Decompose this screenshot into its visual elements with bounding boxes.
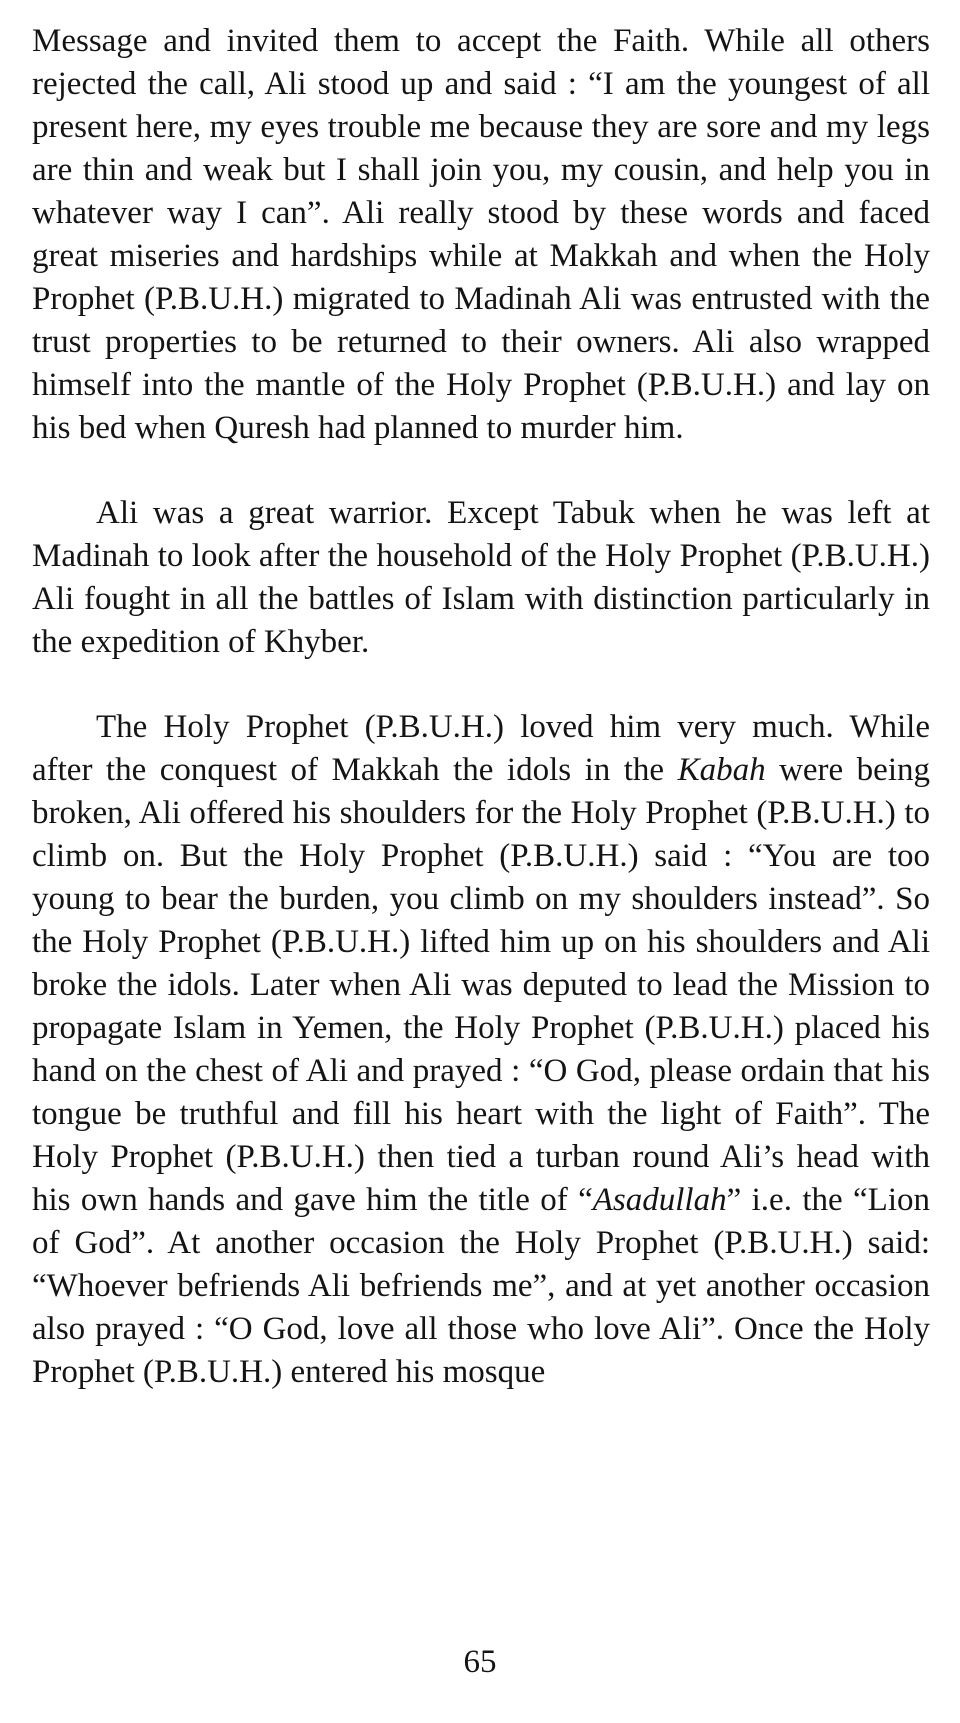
- italic-term: Asadullah: [592, 1182, 727, 1218]
- paragraph-1: [32, 20, 930, 450]
- page-number: 65: [463, 1644, 497, 1680]
- text-segment: were being broken, Ali offered his shoulders for the Holy Prophet (P.B.U.H.) to climb on. But the Holy Prophet (P.B.U.H.) said : “You are too young to bear the burden, you climb on my shoulders instead”. So the Holy Prophet (P.B.U.H.) lifted him up on his shoulders and Ali broke the idols. Later when Ali was deputed to lead the Mission to propagate Islam in Yemen, the Holy Prophet (P.B.U.H.) placed his hand on the chest of Ali and prayed : “O God, please ordain that his tongue be truthful and fill his heart with the light of Faith”. The Holy Prophet (P.B.U.H.) then tied a turban round Ali’s head with his own hands and gave him the title of “: [32, 752, 931, 1218]
- text-segment: Ali was a great warrior. Except Tabuk when he was left at Madinah to look after the household of the Holy Prophet (P.B.U.H.) Ali fought in all the battles of Islam with distinction particularly in the expedition of Khyber.: [32, 495, 930, 660]
- book-page: [32, 20, 930, 1394]
- text-segment: The Holy Prophet (P.B.U.H.) loved him very much. While after the conquest of Makkah the idols in the: [32, 709, 930, 788]
- paragraph-gap: [32, 664, 930, 706]
- text-segment: Message and invited them to accept the Faith. While all others rejected the call, Ali stood up and said : “I am the youngest of all present here, my eyes trouble me because they are sore and my legs are thin and weak but I shall join you, my cousin, and help you in whatever way I can”. Ali really stood by these words and faced great miseries and hardships while at Makkah and when the Holy Prophet (P.B.U.H.) migrated to Madinah Ali was entrusted with the trust properties to be returned to their owners. Ali also wrapped himself into the mantle of the Holy Prophet (P.B.U.H.) and lay on his bed when Quresh had planned to murder him.: [32, 23, 930, 446]
- paragraph-2: [32, 492, 930, 664]
- italic-term: Kabah: [677, 752, 766, 788]
- paragraph-3: [32, 706, 930, 1394]
- text-segment: ” i.e. the “Lion of God”. At another occasion the Holy Prophet (P.B.U.H.) said: “Whoever befriends Ali befriends me”, and at yet another occasion also prayed : “O God, love all those who love Ali”. Once the Holy Prophet (P.B.U.H.) entered his mosque: [32, 1182, 930, 1390]
- paragraph-gap: [32, 450, 930, 492]
